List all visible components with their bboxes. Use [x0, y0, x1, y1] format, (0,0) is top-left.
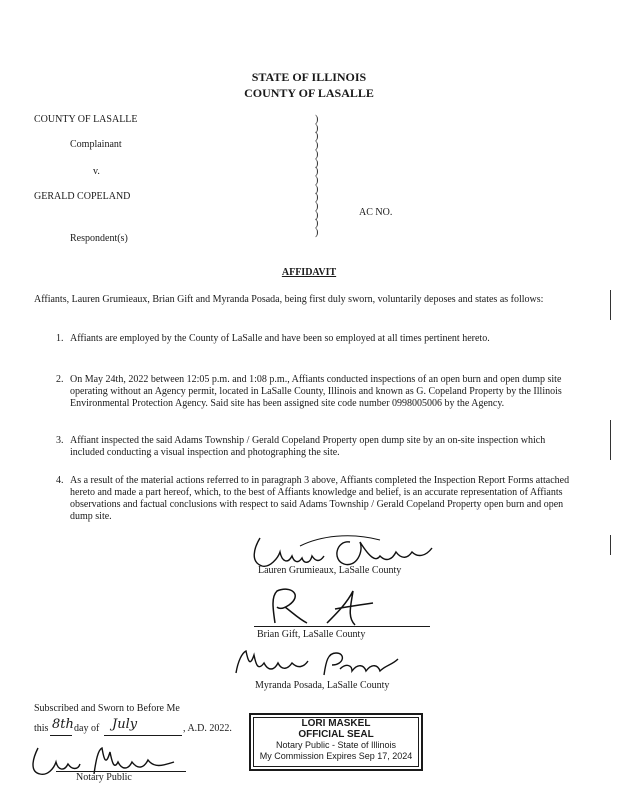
defendant-name: GERALD COPELAND: [34, 191, 131, 202]
paragraph-number: 2.: [56, 374, 64, 385]
scan-margin-mark: [610, 290, 611, 320]
paragraph-text: As a result of the material actions referred to in paragraph 3 above, Affiants completed the Inspection Report Forms attached hereto and made a part hereof, which, to the best of Affiants knowledge and belief, is an accurate representation of Affiants observations and factual conclusions with respect to said Adams Township / Gerald Copeland Property open burn and open dump site.: [70, 475, 570, 522]
jurat-year: , A.D. 2022.: [183, 723, 232, 734]
paragraph-text: Affiants are employed by the County of LaSalle and have been so employed at all times pertinent hereto.: [70, 333, 490, 344]
versus-label: v.: [93, 166, 100, 177]
signature-myranda-posada: [228, 643, 408, 683]
scan-margin-mark: [610, 420, 611, 460]
notary-public-label: Notary Public: [76, 772, 132, 783]
paragraph-number: 3.: [56, 435, 64, 446]
plaintiff-name: COUNTY OF LASALLE: [34, 114, 138, 125]
notary-seal-stamp: [249, 713, 423, 771]
stamp-commission-expiry: My Commission Expires Sep 17, 2024: [259, 751, 413, 761]
jurat-month-line: [104, 735, 182, 736]
signature-line: [254, 626, 430, 627]
jurat-day-of: day of: [74, 723, 100, 734]
complainant-label: Complainant: [70, 139, 122, 150]
intro-paragraph: Affiants, Lauren Grumieaux, Brian Gift and Myranda Posada, being first duly sworn, voluntarily deposes and states as follows:: [34, 294, 544, 305]
paragraph-number: 4.: [56, 475, 64, 486]
signer-name: Brian Gift, LaSalle County: [257, 629, 366, 640]
signer-name: Myranda Posada, LaSalle County: [255, 680, 390, 691]
paragraph-number: 1.: [56, 333, 64, 344]
scan-margin-mark: [610, 535, 611, 555]
stamp-notary-state: Notary Public - State of Illinois: [275, 740, 397, 750]
stamp-official-seal: OFFICIAL SEAL: [298, 729, 374, 740]
signer-name: Lauren Grumieaux, LaSalle County: [258, 565, 402, 576]
jurat-subscribed-line: Subscribed and Sworn to Before Me: [34, 703, 180, 714]
jurat-day-line: [50, 735, 72, 736]
affidavit-title: AFFIDAVIT: [281, 267, 337, 278]
case-number-label: AC NO.: [359, 207, 393, 218]
jurat-month-value: July: [112, 717, 138, 732]
state-heading: STATE OF ILLINOIS: [251, 70, 367, 84]
jurat-this: this: [34, 723, 49, 734]
county-heading: COUNTY OF LASALLE: [244, 86, 374, 100]
jurat-day-value: 8th: [52, 717, 74, 732]
caption-parentheses: ) ) ) ) ) ) ) ) ) ) ) ) ) ): [315, 114, 319, 239]
paragraph-text: Affiant inspected the said Adams Township / Gerald Copeland Property open dump site by an on-site inspection which included conducting a visual inspection and photographing the site.: [70, 435, 546, 458]
stamp-notary-name: LORI MASKEL: [301, 718, 371, 729]
paragraph-text: On May 24th, 2022 between 12:05 p.m. and 1:08 p.m., Affiants conducted inspections of an open burn and open dump site operating without an Agency permit, located in LaSalle County, Illinois and known as G. Copeland Property by the Illinois Environmental Protection Agency. Said site has been assigned site code number 0998005006 by the Agency.: [70, 374, 562, 409]
respondent-label: Respondent(s): [70, 233, 128, 244]
